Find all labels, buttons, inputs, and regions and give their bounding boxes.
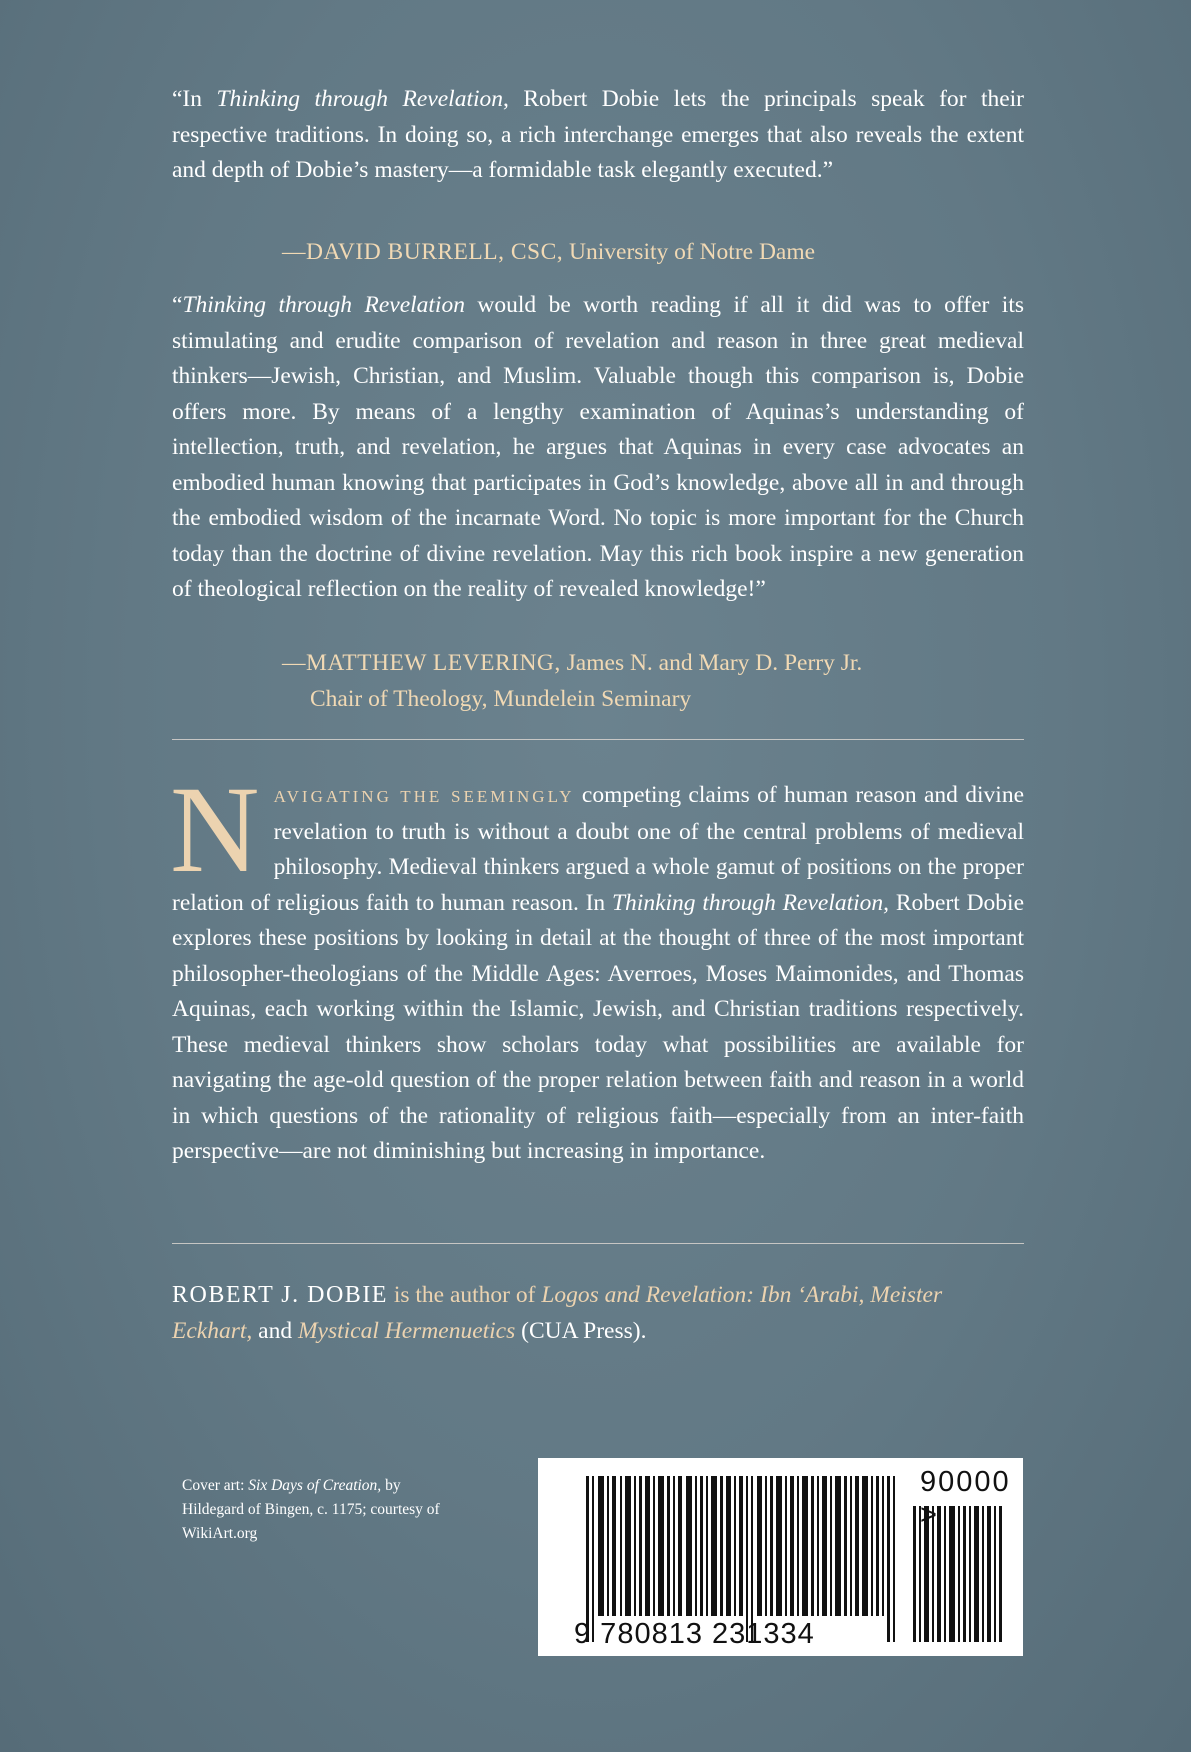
endorsement-quote-2: [172, 288, 1024, 608]
quote-1-attribution: —DAVID BURRELL, CSC, University of Notre Dame: [282, 239, 816, 265]
cover-art-credit: Cover art: Six Days of Creation, by Hildegard of Bingen, c. 1175; courtesy of WikiArt.org: [182, 1477, 440, 1542]
divider-1: [172, 739, 1024, 740]
barcode-isbn-digits: 9 780813 231334: [574, 1618, 815, 1650]
description-lead: AVIGATING THE SEEMINGLY: [273, 787, 575, 806]
barcode-addon-digits: 90000 >: [920, 1466, 1011, 1531]
quote-1-book-title: Thinking through Revelation: [216, 86, 504, 112]
drop-cap: N: [170, 761, 260, 898]
quote-1-text: “In Thinking through Revelation, Robert Dobie lets the principals speak for their respective traditions. In doing so, a rich interchange emerges that also reveals the extent and depth of Dobie’s mastery—a formidable task elegantly executed.”: [172, 86, 1025, 183]
endorsement-quote-1: [172, 82, 1024, 189]
book-description: NAVIGATING THE SEEMINGLY competing claims of human reason and divine revelation to truth is without a doubt one of the central problems of medieval philosophy. Medieval thinkers argued a whole gamut of positions on the proper relation of religious faith to human reason. In Thinking through Revelation, Robert Dobie explores these positions by looking in detail at the thought of three of the most important philosopher-theologians of the Middle Ages: Averroes, Moses Maimonides, and Thomas Aquinas, each working within the Islamic, Jewish, and Christian traditions respectively. These medieval thinkers show scholars today what possibilities are available for navigating the age-old question of the proper relation between faith and reason in a world in which questions of the rationality of religious faith—especially from an inter-faith perspective—are not diminishing but increasing in importance.: [170, 761, 1025, 1164]
author-bio: ROBERT J. DOBIE is the author of Logos and Revelation: Ibn ‘Arabi, Meister Eckhart, and Mystical Hermenuetics (CUA Press).: [172, 1282, 943, 1344]
isbn-barcode: [538, 1458, 1023, 1656]
description-book-title: Thinking through Revelation,: [611, 889, 890, 916]
quote-2-attribution: —MATTHEW LEVERING, James N. and Mary D. Perry Jr. Chair of Theology, Mundelein Seminary: [282, 650, 863, 712]
author-book-1: Logos and Revelation: Ibn ‘Arabi, Meister Eckhart,: [172, 1282, 943, 1344]
divider-2: [172, 1243, 1024, 1244]
quote-2-book-title: Thinking through Revelation: [182, 292, 465, 318]
quote-2-text: “Thinking through Revelation would be worth reading if all it did was to offer its stimulating and erudite comparison of revelation and reason in three great medieval thinkers—Jewish, Christian, and Muslim. Valuable though this comparison is, Dobie offers more. By means of a lengthy examination of Aquinas’s understanding of intellection, truth, and revelation, he argues that Aquinas in every case advocates an embodied human knowing that participates in God’s knowledge, above all in and through the embodied wisdom of the incarnate Word. No topic is more important for the Church today than the doctrine of divine revelation. May this rich book inspire a new generation of theological reflection on the reality of revealed knowledge!”: [172, 292, 1024, 602]
author-book-2: Mystical Hermenuetics: [297, 1317, 516, 1344]
author-name: ROBERT J. DOBIE: [172, 1282, 388, 1308]
